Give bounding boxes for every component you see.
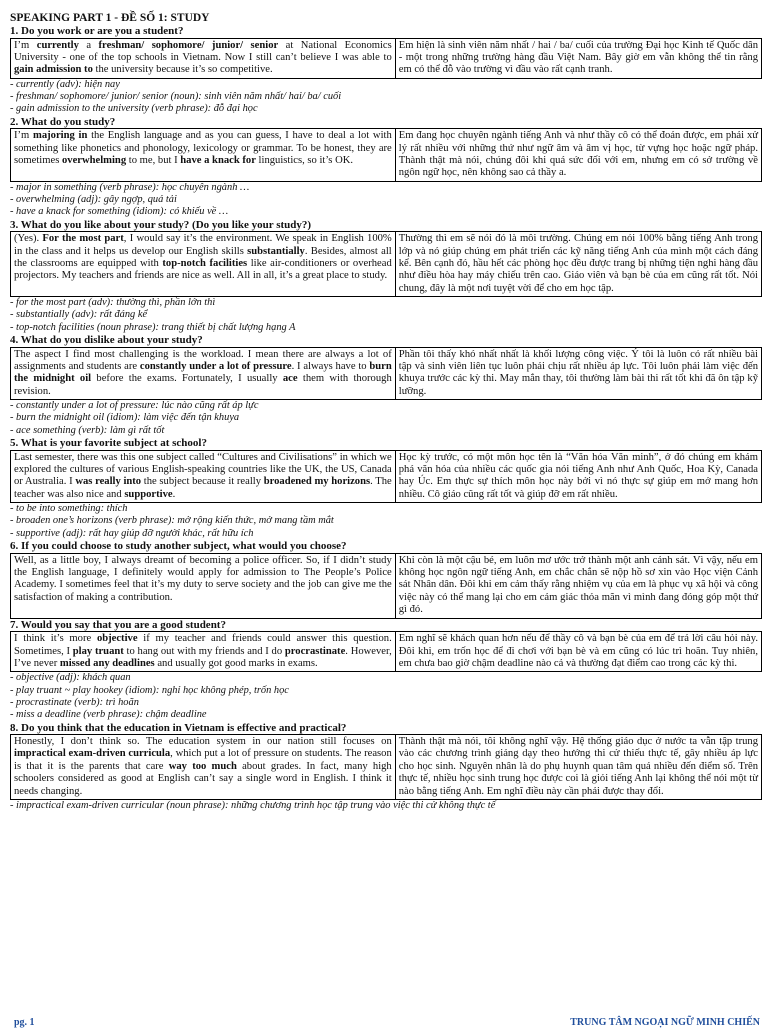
answer-table — [10, 38, 762, 79]
answer-english — [11, 735, 396, 800]
answer-keyword: way too much — [168, 760, 237, 772]
answer-text: , which put a lot of pressure on students. The reason is that it is the parents that care — [14, 748, 392, 772]
vocab-note: - major in something (verb phrase): học chuyên ngành … — [10, 181, 250, 193]
answer-text: I’m — [14, 130, 34, 142]
question-heading: 2. What do you study? — [10, 115, 116, 128]
answer-keyword: have a knack for — [180, 154, 256, 166]
qa-section — [10, 116, 762, 219]
qa-section — [10, 437, 762, 540]
qa-section — [10, 540, 762, 619]
answer-row — [11, 129, 762, 182]
qa-section — [10, 619, 762, 722]
vocab-note: - impractical exam-driven curricular (noun phrase): những chương trình học tập trung vào việc thi cử không thực tế — [10, 800, 496, 812]
answer-text: , I would say it’s the environment. We speak in English 100% in the class and it helps us develop our English skills — [14, 233, 392, 257]
vocab-note: - freshman/ sophomore/ junior/ senior (noun): sinh viên năm nhất/ hai/ ba/ cuối — [10, 91, 342, 103]
vocab-note: - miss a deadline (verb phrase): chậm deadline — [10, 709, 207, 721]
answer-text: if my teacher and friends could answer this question. Sometimes, I — [14, 633, 392, 657]
question-heading: 4. What do you dislike about your study? — [10, 334, 203, 347]
document-title: SPEAKING PART 1 - ĐỀ SỐ 1: STUDY — [10, 12, 210, 24]
question-heading: 1. Do you work or are you a student? — [10, 25, 184, 37]
answer-text: the subject because it really — [141, 476, 264, 488]
answer-row — [11, 232, 762, 297]
answer-text: I think it’s more — [14, 633, 97, 645]
answer-table — [10, 347, 762, 401]
answer-keyword: was really into — [75, 476, 142, 488]
answer-vietnamese: Thường thì em sẽ nói đó là môi trường. Chúng em nói 100% bằng tiếng Anh trong lớp và nó giúp chúng em phát triển các kỹ năng tiếng Anh của mình một cách đáng kể. Bên cạnh đó, hầu hết các phòng học đều được trang bị những tiện nghi hàng đầu như điều hòa hay máy chiếu trên cao. Giáo viên và bạn bè của em cũng rất tốt. Nói chung, đây là một nơi tuyệt vời để cho em học tập. — [395, 232, 761, 297]
vocab-note: - gain admission to the university (verb phrase): đỗ đại học — [10, 103, 258, 115]
answer-table — [10, 734, 762, 800]
vocab-note: - play truant ~ play hookey (idiom): nghỉ học không phép, trốn học — [10, 684, 289, 696]
answer-text: about grades. In fact, many high schoolers considered as good at English can’t say a single word in English. I think it needs changing. — [14, 760, 392, 797]
answer-keyword: overwhelming — [61, 154, 127, 166]
answer-text: at National Economics University - one of the top schools in Vietnam. Now I still can’t believe I was able to — [14, 39, 392, 63]
answer-text: to me, but I — [126, 154, 181, 166]
vocab-note: - burn the midnight oil (idiom): làm việc đến tận khuya — [10, 412, 240, 424]
vocab-note: - currently (adv): hiện nay — [10, 78, 120, 90]
answer-keyword: currently — [36, 39, 79, 51]
answer-text: . However, I’ve never — [14, 645, 392, 669]
answer-keyword: constantly under a lot of pressure — [139, 360, 292, 372]
answer-vietnamese: Học kỳ trước, có một môn học tên là “Văn hóa Văn minh”, ở đó chúng em khám phá văn hóa của nhiều các quốc gia nói tiếng Anh như Anh Quốc, Hoa Kỳ, Canada hay Úc. Em thực sự thích môn học này bởi vì nó thực sự giúp em mở mang hơn nhiều. Cô giáo cũng rất tốt và giúp đỡ em rất nhiều. — [395, 450, 761, 503]
answer-keyword: freshman/ sophomore/ junior/ senior — [98, 39, 279, 51]
answer-text: linguistics, so it’s OK. — [255, 154, 354, 166]
answer-text: and usually got good marks in exams. — [154, 657, 318, 669]
page-footer — [10, 1017, 762, 1029]
answer-text: the university because it’s so competitive. — [92, 64, 273, 76]
answer-keyword: broadened my horizons — [263, 476, 371, 488]
answer-table — [10, 631, 762, 672]
answer-keyword: impractical exam-driven curricula — [14, 748, 171, 760]
answer-row — [11, 632, 762, 672]
answer-vietnamese: Em nghĩ sẽ khách quan hơn nếu để thầy cô và bạn bè của em để trả lời câu hỏi này. Đôi khi, em trốn học để đi chơi với bạn bè và em cũng có lúc trì hoãn. Tuy nhiên, em chưa bao giờ chậm deadline nào cả và thường đạt điểm cao trong các kỳ thi. — [395, 632, 761, 672]
vocab-note: - have a knack for something (idiom): có khiếu về … — [10, 206, 229, 218]
answer-english — [11, 38, 396, 78]
answer-keyword: gain admission to — [14, 64, 93, 76]
answer-vietnamese: Phần tôi thấy khó nhất nhất là khối lượng công việc. Ý tôi là luôn có rất nhiều bài tập và sinh viên liên tục luôn phải chịu rất nhiều áp lực. Tôi luôn phải làm việc đến khuya trước các kỳ thi. May mắn thay, tôi thường làm bài thi rất tốt khi đã ôn tập kỹ lưỡng. — [395, 347, 761, 400]
answer-keyword: play truant — [72, 645, 124, 657]
qa-section — [10, 219, 762, 334]
answer-vietnamese: Em hiện là sinh viên năm nhất / hai / ba/ cuối của trường Đại học Kinh tế Quốc dân - một trong những trường hàng đầu Việt Nam. Bây giờ em vẫn không thể tin rằng em có thể đỗ vào trường vì đầu vào rất cạnh tranh. — [395, 38, 761, 78]
answer-table — [10, 450, 762, 504]
sections-container — [10, 25, 762, 812]
qa-section — [10, 334, 762, 437]
answer-row — [11, 347, 762, 400]
answer-text: The aspect I find most challenging is the workload. I mean there are always a lot of assignments and students are — [14, 348, 392, 372]
vocab-note: - substantially (adv): rất đáng kể — [10, 309, 148, 321]
answer-text: I’m — [14, 39, 37, 51]
answer-keyword: top-notch facilities — [162, 257, 248, 269]
answer-text: to hang out with my friends and I do — [123, 645, 285, 657]
answer-row — [11, 450, 762, 503]
answer-english — [11, 347, 396, 400]
answer-text: . The teacher was also nice and — [14, 476, 392, 500]
vocab-note: - supportive (adj): rất hay giúp đỡ người khác, rất hữu ích — [10, 527, 254, 539]
answer-text: them with thorough revision. — [14, 373, 392, 397]
answer-vietnamese: Em đang học chuyên ngành tiếng Anh và như thầy cô có thể đoán được, em phải xử lý rất nhiều với những thứ như ngữ âm và âm vị học, từ vựng học hoặc ngữ pháp. Thành thật mà nói, chúng đôi khi quá sức đối với em, nhưng em có sở trường về ngôn ngữ học, nên không sao cả thầy a. — [395, 129, 761, 182]
vocab-note: - for the most part (adv): thường thì, phần lớn thì — [10, 297, 216, 309]
answer-keyword: procrastinate — [284, 645, 346, 657]
answer-row — [11, 38, 762, 78]
answer-text: like air-conditioners or overhead projectors. My teachers and friends are nice as well. All in all, it’s a great place to study. — [14, 257, 392, 282]
answer-row — [11, 553, 762, 618]
answer-english — [11, 553, 396, 618]
answer-table — [10, 231, 762, 297]
answer-table — [10, 128, 762, 182]
page-number: pg. 1 — [14, 1017, 35, 1028]
answer-english — [11, 450, 396, 503]
center-name: TRUNG TÂM NGOẠI NGỮ MINH CHIẾN — [570, 1017, 760, 1028]
answer-text: before the exams. Fortunately, I usually — [91, 373, 283, 385]
answer-vietnamese: Khi còn là một cậu bé, em luôn mơ ước trở thành một anh cảnh sát. Vì vậy, nếu em không học ngôn ngữ tiếng Anh, em chắc chắn sẽ nộp hồ sơ xin vào Học viện Cảnh sát Nhân dân. Đôi khi em cảm thấy rằng nhiệm vụ của em là phục vụ xã hội và công việc này có thể mang lại cho em cảm giác thỏa mãn vì mình đang đóng góp một thứ gì đó. — [395, 553, 761, 618]
answer-text: the English language and as you can guess, I have to deal a lot with something like phonetics and phonology, lexicology or grammar. To be honest, they are sometimes — [14, 130, 392, 166]
question-heading: 7. Would you say that you are a good student? — [10, 618, 226, 631]
answer-text: Honestly, I don’t think so. The education system in our nation still focuses on — [14, 736, 392, 748]
answer-keyword: For the most part — [42, 233, 124, 245]
document-page — [10, 12, 762, 1036]
vocab-note: - ace something (verb): làm gì rất tốt — [10, 424, 165, 436]
answer-keyword: majoring in — [33, 130, 88, 142]
answer-table — [10, 553, 762, 619]
vocab-note: - constantly under a lot of pressure: lúc nào cũng rất áp lực — [10, 400, 259, 412]
answer-english — [11, 632, 396, 672]
answer-english — [11, 129, 396, 182]
answer-text: a — [78, 39, 99, 51]
vocab-note: - overwhelming (adj): gây ngợp, quá tải — [10, 194, 177, 206]
answer-text: Well, as a little boy, I always dreamt of becoming a police officer. So, if I didn’t study the English language, I definitely would apply for admission to The People’s Police Academy. I sometimes feel that it’s my duty to serve society and the job can give me the satisfaction of making a contribution. — [14, 554, 392, 603]
answer-keyword: missed any deadlines — [59, 657, 155, 669]
qa-section — [10, 25, 762, 116]
answer-vietnamese: Thành thật mà nói, tôi không nghĩ vậy. Hệ thống giáo dục ở nước ta vẫn tập trung vào các chương trình giảng dạy theo hướng thi cử thiếu thực tế, gây nhiều áp lực cho học sinh. Nguyên nhân là do phụ huynh quan tâm quá nhiều đến điểm số. Trên thực tế, nhiều học sinh trung học được coi là giỏi tiếng Anh lại không thể nói một từ nào bằng tiếng Anh. Em nghĩ điều này cần phải được thay đổi. — [395, 735, 761, 800]
answer-keyword: objective — [96, 633, 138, 645]
answer-keyword: burn the midnight oil — [14, 360, 392, 385]
answer-keyword: ace — [282, 373, 298, 385]
qa-section — [10, 722, 762, 813]
answer-keyword: substantially — [247, 245, 305, 257]
answer-text: (Yes). — [14, 233, 43, 245]
question-heading: 6. If you could choose to study another subject, what would you choose? — [10, 540, 347, 553]
answer-text: Last semester, there was this one subject called “Cultures and Civilisations” in which we explored the cultures of various English-speaking countries like the UK, the US, Canada or Australia. I — [14, 451, 392, 488]
vocab-note: - broaden one’s horizons (verb phrase): mở rộng kiến thức, mở mang tầm mắt — [10, 515, 334, 527]
vocab-note: - procrastinate (verb): trì hoãn — [10, 696, 139, 708]
answer-row — [11, 735, 762, 800]
answer-keyword: supportive — [124, 488, 173, 500]
question-heading: 3. What do you like about your study? (Do you like your study?) — [10, 218, 312, 231]
vocab-note: - objective (adj): khách quan — [10, 672, 131, 684]
answer-text: . I always have to — [291, 360, 370, 372]
answer-text: . Besides, almost all the classrooms are equipped with — [14, 245, 392, 269]
vocab-note: - top-notch facilities (noun phrase): trang thiết bị chất lượng hạng A — [10, 321, 296, 333]
question-heading: 5. What is your favorite subject at school? — [10, 437, 207, 450]
answer-english — [11, 232, 396, 297]
answer-text: . — [172, 488, 176, 500]
vocab-note: - to be into something: thích — [10, 503, 128, 515]
question-heading: 8. Do you think that the education in Vietnam is effective and practical? — [10, 721, 347, 734]
